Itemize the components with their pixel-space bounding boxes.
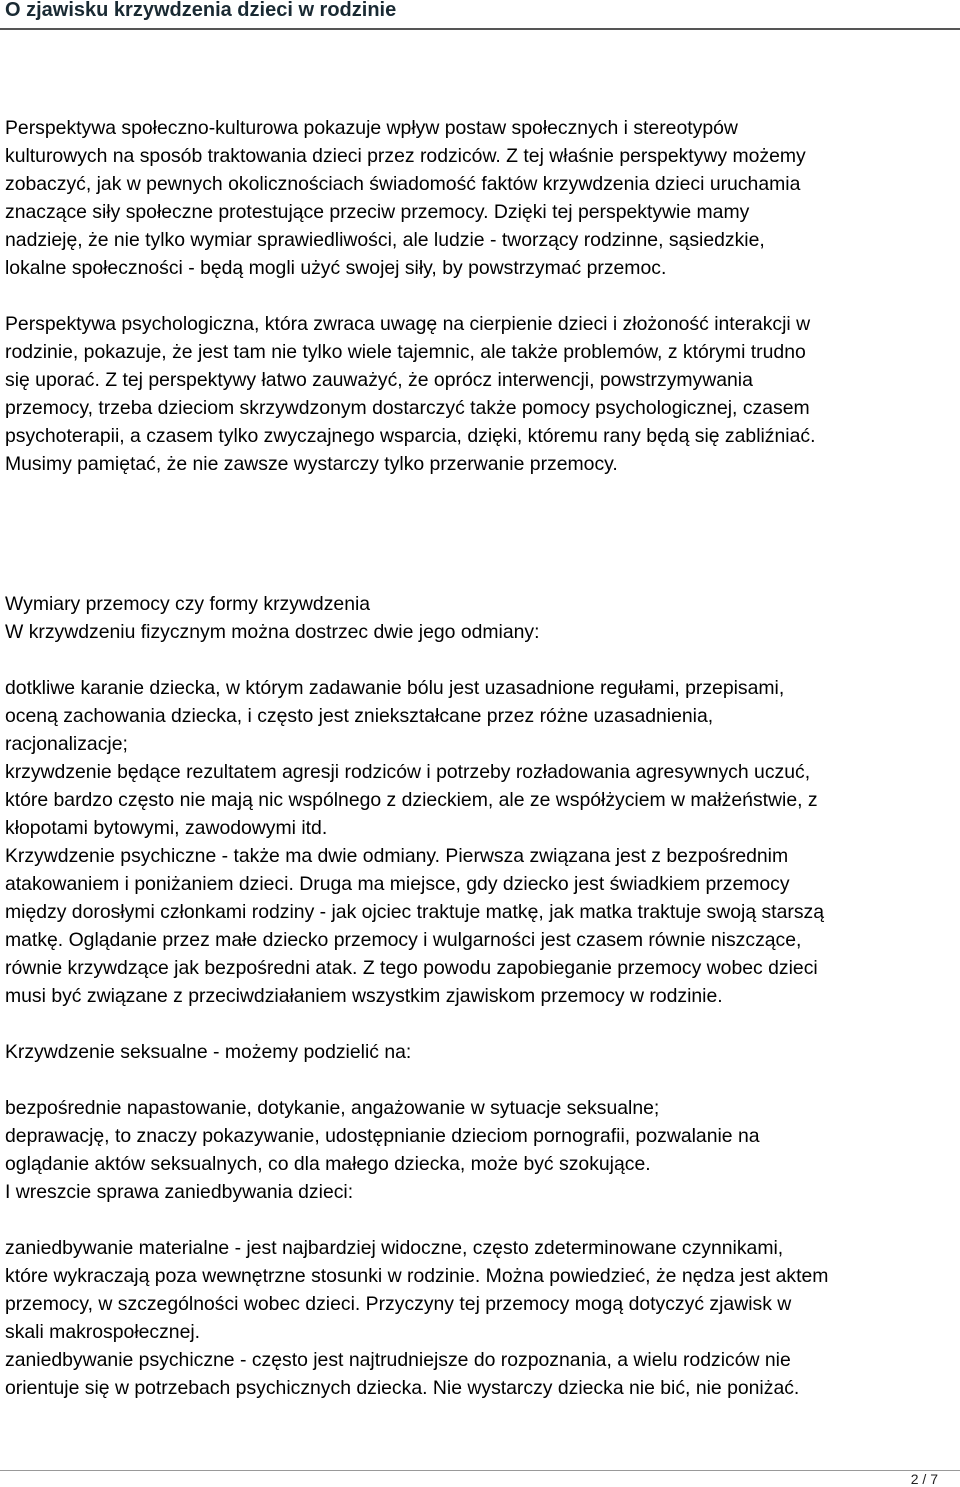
section-heading: Wymiary przemocy czy formy krzywdzenia [5, 593, 371, 615]
page-number: 2 / 7 [910, 1471, 938, 1487]
paragraph-socio-cultural [5, 114, 806, 282]
text-line: znaczące siły społeczne protestujące przeciw przemocy. Dzięki tej perspektywie mamy [5, 201, 750, 223]
text-line: rodzinie, pokazuje, że jest tam nie tylko wiele tajemnic, ale także problemów, z którymi trudno [5, 341, 806, 363]
document-title: O zjawisku krzywdzenia dzieci w rodzinie [5, 0, 397, 21]
text-line: skali makrospołecznej. [5, 1321, 201, 1343]
text-line: orientuje się w potrzebach psychicznych dziecka. Nie wystarczy dziecka nie bić, nie poniżać. [5, 1377, 800, 1399]
text-line: zobaczyć, jak w pewnych okolicznościach świadomość faktów krzywdzenia dzieci uruchamia [5, 173, 801, 195]
text-line: Perspektywa społeczno-kulturowa pokazuje wpływ postaw społecznych i stereotypów [5, 117, 738, 139]
text-line: deprawację, to znaczy pokazywanie, udostępnianie dzieciom pornografii, pozwalanie na [5, 1125, 760, 1147]
text-line: racjonalizacje; [5, 733, 128, 755]
text-line: oceną zachowania dziecka, i często jest zniekształcane przez różne uzasadnienia, [5, 705, 714, 727]
text-line: Krzywdzenie psychiczne - także ma dwie odmiany. Pierwsza związana jest z bezpośrednim [5, 845, 789, 867]
footer-divider [0, 1470, 960, 1471]
section-heading-forms [5, 590, 540, 646]
text-line: które bardzo często nie mają nic wspólnego z dzieckiem, ale ze współżyciem w małżeństwie, z [5, 789, 818, 811]
text-line: krzywdzenie będące rezultatem agresji rodziców i potrzeby rozładowania agresywnych uczuć, [5, 761, 811, 783]
text-line: lokalne społeczności - będą mogli użyć swojej siły, by powstrzymać przemoc. [5, 257, 667, 279]
text-line: Krzywdzenie seksualne - możemy podzielić na: [5, 1041, 412, 1063]
paragraph-neglect [5, 1234, 828, 1402]
text-line: dotkliwe karanie dziecka, w którym zadawanie bólu jest uzasadnione regułami, przepisami, [5, 677, 785, 699]
text-line: Perspektywa psychologiczna, która zwraca uwagę na cierpienie dzieci i złożoność interakcji w [5, 313, 811, 335]
text-line: musi być związane z przeciwdziałaniem wszystkim zjawiskom przemocy w rodzinie. [5, 985, 723, 1007]
text-line: psychoterapii, a czasem tylko zwyczajnego wsparcia, dzięki, któremu rany będą się zabliźniać. [5, 425, 816, 447]
text-line: matkę. Oglądanie przez małe dziecko przemocy i wulgarności jest czasem równie niszczące, [5, 929, 802, 951]
text-line: kulturowych na sposób traktowania dzieci przez rodziców. Z tej właśnie perspektywy możemy [5, 145, 806, 167]
text-line: przemocy, w szczególności wobec dzieci. Przyczyny tej przemocy mogą dotyczyć zjawisk w [5, 1293, 792, 1315]
text-line: przemocy, trzeba dzieciom skrzywdzonym dostarczyć także pomocy psychologicznej, czasem [5, 397, 810, 419]
text-line: W krzywdzeniu fizycznym można dostrzec dwie jego odmiany: [5, 621, 540, 643]
title-divider [0, 28, 960, 30]
text-line: atakowaniem i poniżaniem dzieci. Druga ma miejsce, gdy dziecko jest świadkiem przemocy [5, 873, 790, 895]
text-line: się uporać. Z tej perspektywy łatwo zauważyć, że oprócz interwencji, powstrzymywania [5, 369, 753, 391]
text-line: kłopotami bytowymi, zawodowymi itd. [5, 817, 328, 839]
paragraph-sexual-neglect-intro [5, 1094, 760, 1206]
text-line: oglądanie aktów seksualnych, co dla małego dziecka, może być szokujące. [5, 1153, 651, 1175]
text-line: zaniedbywanie psychiczne - często jest najtrudniejsze do rozpoznania, a wielu rodziców nie [5, 1349, 791, 1371]
text-line: Musimy pamiętać, że nie zawsze wystarczy tylko przerwanie przemocy. [5, 453, 618, 475]
text-line: które wykraczają poza wewnętrzne stosunki w rodzinie. Można powiedzieć, że nędza jest aktem [5, 1265, 829, 1287]
text-line: między dorosłymi członkami rodziny - jak ojciec traktuje matkę, jak matka traktuje swoją starszą [5, 901, 824, 923]
text-line: bezpośrednie napastowanie, dotykanie, angażowanie w sytuacje seksualne; [5, 1097, 660, 1119]
paragraph-sexual-heading [5, 1038, 411, 1066]
text-line: nadzieję, że nie tylko wymiar sprawiedliwości, ale ludzie - tworzący rodzinne, sąsiedzkie, [5, 229, 765, 251]
text-line: I wreszcie sprawa zaniedbywania dzieci: [5, 1181, 354, 1203]
paragraph-physical-psychological [5, 674, 824, 1010]
text-line: zaniedbywanie materialne - jest najbardziej widoczne, często zdeterminowane czynnikami, [5, 1237, 784, 1259]
text-line: równie krzywdzące jak bezpośredni atak. Z tego powodu zapobieganie przemocy wobec dzieci [5, 957, 818, 979]
paragraph-psychological [5, 310, 815, 478]
